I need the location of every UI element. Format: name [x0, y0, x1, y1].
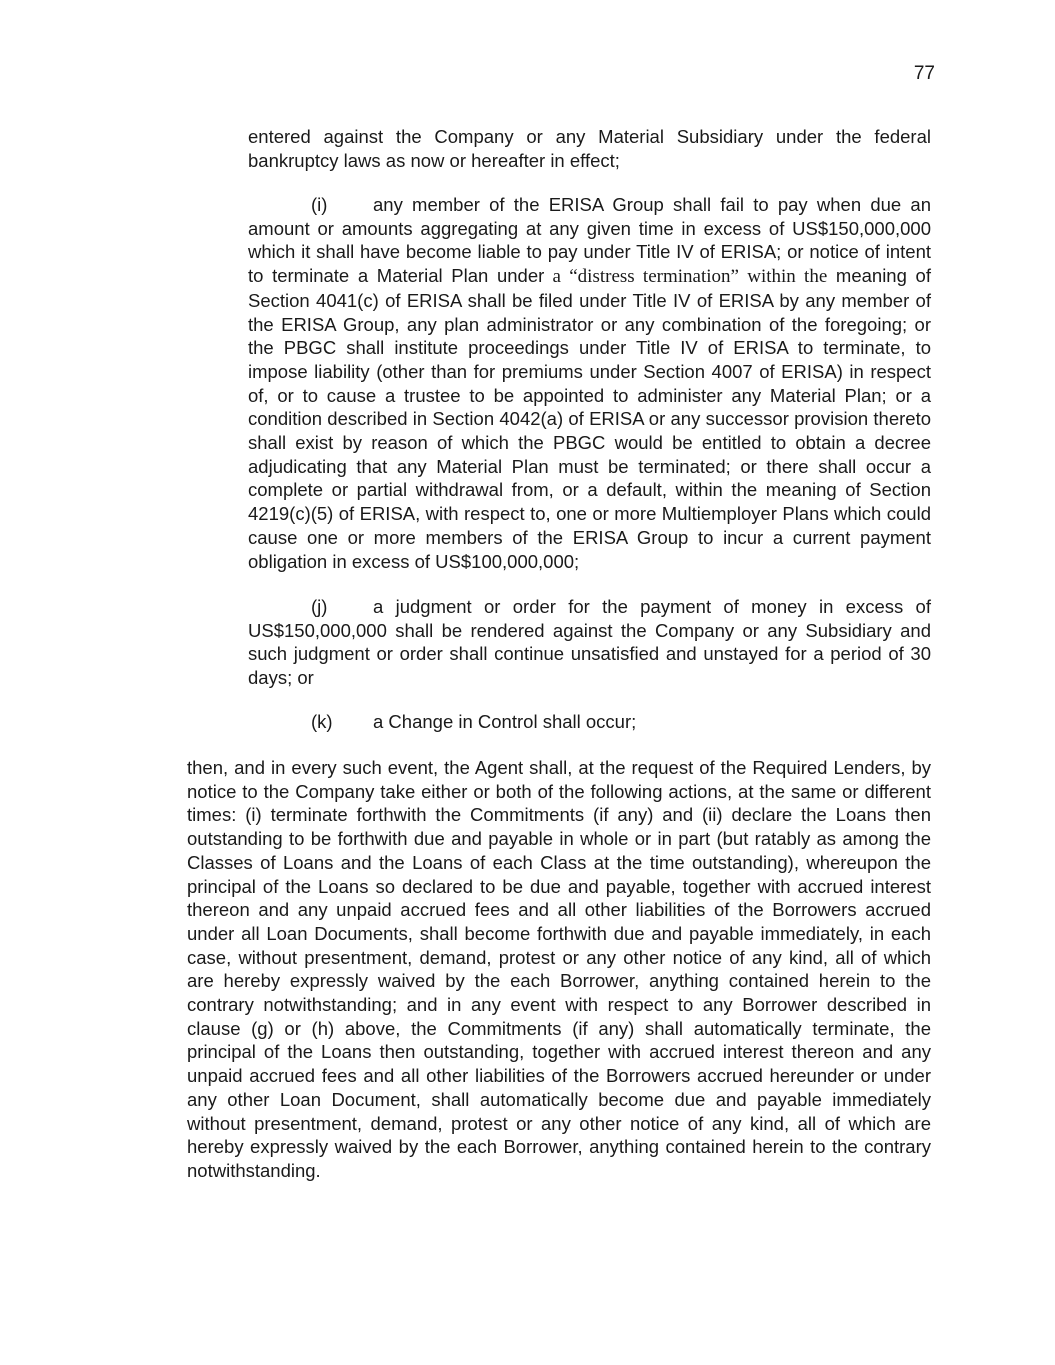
clause-i-text-before: any member of the ERISA Group shall fail to pay when due an amount or amounts aggregating at any given time in excess of US$150,000,000 which it shall have become liable to pay under Title IV of ERISA; or notice of intent to terminate a Material Plan under: [248, 194, 931, 287]
clause-j-text: a judgment or order for the payment of money in excess of US$150,000,000 shall be rendered against the Company or any Subsidiary and such judgment or order shall continue unsatisfied and unstayed for a period of 30 days; or: [248, 596, 931, 689]
clause-i-text-serif: a “distress termination” within the: [544, 266, 828, 288]
clause-i: [248, 193, 931, 573]
clause-j: [248, 595, 931, 690]
clause-k-label: (k): [311, 711, 333, 732]
clause-i-text-after: meaning of Section 4041(c) of ERISA shall be filed under Title IV of ERISA by any member of the ERISA Group, any plan administrator or any combination of the foregoing; or the PBGC shall institute proceedings under Title IV of ERISA to terminate, to impose liability (other than for premiums under Section 4007 of ERISA) in respect of, or to cause a trustee to be appointed to administer any Material Plan; or a condition described in Section 4042(a) of ERISA or any successor provision thereto shall exist by reason of which the PBGC would be entitled to obtain a decree adjudicating that any Material Plan must be terminated; or there shall occur a complete or partial withdrawal from, or a default, within the meaning of Section 4219(c)(5) of ERISA, with respect to, one or more Multiemployer Plans which could cause one or more members of the ERISA Group to incur a current payment obligation in excess of US$100,000,000;: [248, 265, 931, 572]
clause-k-text: a Change in Control shall occur;: [373, 711, 637, 732]
clause-k: [248, 710, 931, 734]
clause-j-label: (j): [311, 596, 328, 617]
clause-continuation: entered against the Company or any Material Subsidiary under the federal bankruptcy laws as now or hereafter in effect;: [248, 126, 931, 171]
page-number: 77: [913, 63, 935, 84]
clause-i-label: (i): [311, 194, 328, 215]
remedies-paragraph: then, and in every such event, the Agent shall, at the request of the Required Lenders, by notice to the Company take either or both of the following actions, at the same or different times: (i) terminate forthwith the Commitments (if any) and (ii) declare the Loans then outstanding to be forthwith due and payable in whole or in part (but ratably as among the Classes of Loans and the Loans of each Class at the time outstanding), whereupon the principal of the Loans so declared to be due and payable, together with accrued interest thereon and any unpaid accrued fees and all other liabilities of the Borrowers accrued under all Loan Documents, shall become forthwith due and payable immediately, in each case, without presentment, demand, protest or any other notice of any kind, all of which are hereby expressly waived by the each Borrower, anything contained herein to the contrary notwithstanding; and in any event with respect to any Borrower described in clause (g) or (h) above, the Commitments (if any) shall automatically terminate, the principal of the Loans then outstanding, together with accrued interest thereon and any unpaid accrued fees and all other liabilities of the Borrowers accrued hereunder or under any other Loan Document, shall automatically become due and payable immediately without presentment, demand, protest or any other notice of any kind, all of which are hereby expressly waived by the each Borrower, anything contained herein to the contrary notwithstanding.: [187, 757, 931, 1181]
